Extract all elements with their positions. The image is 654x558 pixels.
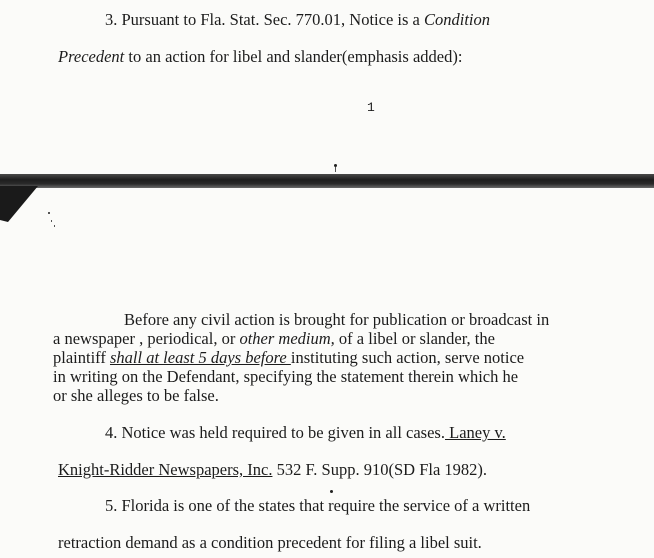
- case-citation-part-2: Knight-Ridder Newspapers, Inc.: [58, 460, 273, 479]
- quote-line-5: or she alleges to be false.: [53, 386, 219, 405]
- quote-line-1: Before any civil action is brought for publication or broadcast in: [124, 310, 550, 329]
- precedent-italic: Precedent: [58, 47, 125, 66]
- paragraph-3-line-1: [105, 10, 490, 30]
- paragraph-4-text: 4. Notice was held required to be given in all cases.: [105, 423, 445, 442]
- quote-text: of a libel or slander, the: [334, 329, 495, 348]
- quote-line-3: [53, 348, 524, 368]
- footnote-marker: 1: [367, 100, 375, 115]
- scan-speck: [51, 220, 52, 222]
- scan-mark: [330, 490, 333, 493]
- quote-text: a newspaper , periodical, or: [53, 329, 240, 348]
- scan-speck: [48, 212, 50, 214]
- quote-line-2: [53, 329, 495, 349]
- scan-page-break-bar: [0, 174, 654, 188]
- paragraph-4-line-2: [58, 460, 487, 480]
- quote-text: instituting such action, serve notice: [290, 348, 525, 367]
- scan-mark: [335, 167, 336, 172]
- quote-line-4: in writing on the Defendant, specifying the statement therein which he: [53, 367, 519, 386]
- emphasis-underlined: shall at least 5 days before: [109, 348, 291, 367]
- scan-speck: [54, 225, 55, 227]
- paragraph-3-line-2: [58, 47, 462, 67]
- other-medium-italic: other medium,: [239, 329, 335, 348]
- paragraph-3-text: 3. Pursuant to Fla. Stat. Sec. 770.01, Notice is a: [105, 10, 424, 29]
- paragraph-5-line-1: 5. Florida is one of the states that require the service of a written: [105, 496, 531, 515]
- condition-italic: Condition: [423, 10, 490, 29]
- paragraph-5-line-2: retraction demand as a condition precedent for filing a libel suit.: [58, 533, 482, 552]
- paragraph-4-text-rest: 532 F. Supp. 910(SD Fla 1982).: [272, 460, 488, 479]
- paragraph-4-line-1: [105, 423, 506, 443]
- scan-page-corner: [0, 186, 40, 226]
- paragraph-3-text-rest: to an action for libel and slander(emphasis added):: [124, 47, 463, 66]
- case-citation-part-1: Laney v.: [444, 423, 506, 442]
- quote-text: plaintiff: [53, 348, 110, 367]
